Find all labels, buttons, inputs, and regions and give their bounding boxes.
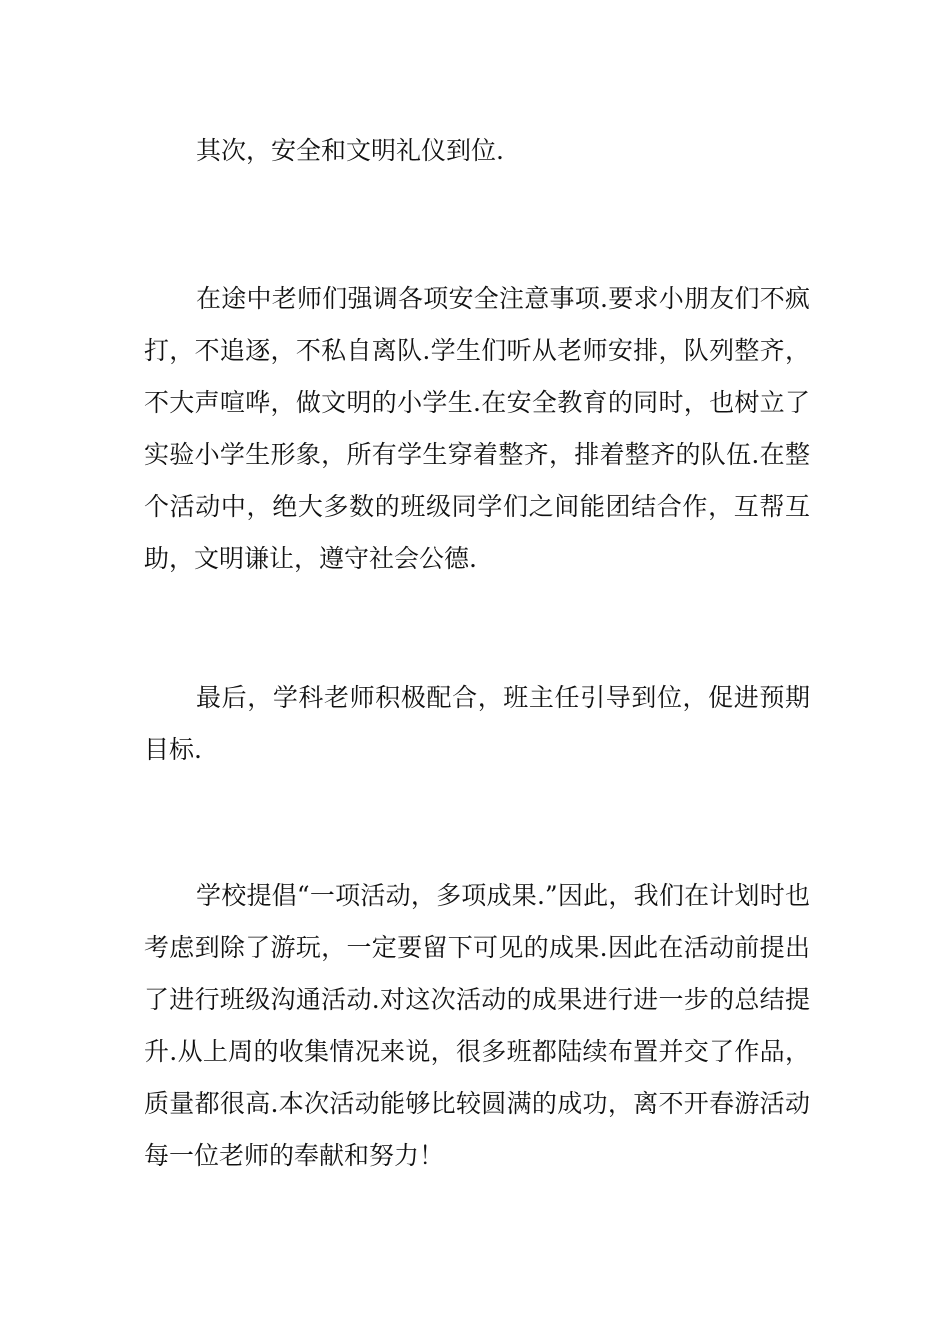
paragraph-safety-details: 在途中老师们强调各项安全注意事项.要求小朋友们不疯打，不追逐，不私自离队.学生们听从老师安排，队列整齐，不大声喧哗，做文明的小学生.在安全教育的同时，也树立了实验小学生形象，所有学生穿着整齐，排着整齐的队伍.在整个活动中，绝大多数的班级同学们之间能团结合作，互帮互助，文明谦让，遵守社会公德. <box>144 284 810 573</box>
paragraph-safety-etiquette: 其次，安全和文明礼仪到位. <box>196 136 504 165</box>
paragraph-activity-results: 学校提倡“一项活动，多项成果.”因此，我们在计划时也考虑到除了游玩，一定要留下可见的成果.因此在活动前提出了进行班级沟通活动.对这次活动的成果进行进一步的总结提升.从上周的收集情况来说，很多班都陆续布置并交了作品，质量都很高.本次活动能够比较圆满的成功，离不开春游活动每一位老师的奉献和努力！ <box>144 881 810 1170</box>
paragraph-teacher-cooperation: 最后，学科老师积极配合，班主任引导到位，促进预期目标. <box>144 683 810 764</box>
